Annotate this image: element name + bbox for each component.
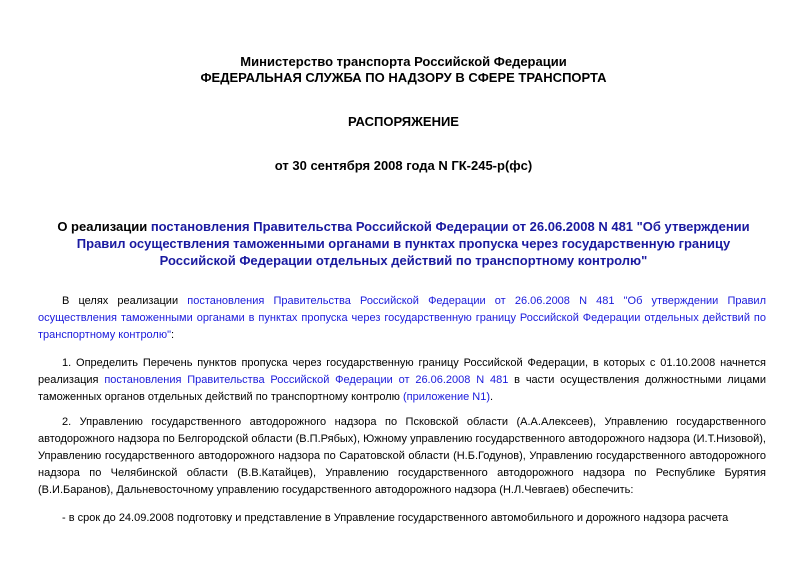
service-heading: ФЕДЕРАЛЬНАЯ СЛУЖБА ПО НАДЗОРУ В СФЕРЕ ТРАНСПОРТА bbox=[200, 70, 607, 85]
item-1-prefix: 1. Определить Перечень пунктов пропуска через государственную границу Российской Федерации, в которых с 01.10.2008 начнется реализация bbox=[38, 357, 766, 386]
title-resolution-link[interactable]: постановления Правительства Российской Федерации от 26.06.2008 N 481 "Об утверждении Правил осуществления таможенными органами в пунктах пропуска через государственную границу Российской Федерации отдельных действий по транспортному контролю" bbox=[76, 219, 750, 268]
intro-paragraph bbox=[38, 293, 766, 344]
intro-prefix: В целях реализации bbox=[62, 295, 188, 307]
item-2-paragraph: 2. Управлению государственного автодорожного надзора по Псковской области (А.А.Алексеев), Управлению государственного автодорожного надзора по Белгородской области (В.П.Рябых), Южному управлению государственного автодорожного надзора (И.Т.Низовой), Управлению государственного автодорожного надзора по Саратовской области (Н.Б.Годунов), Управлению государственного автодорожного надзора по Челябинской области (В.В.Катайцев), Управлению государственного автодорожного надзора по Республике Бурятия (В.И.Баранов), Дальневосточному управлению государственного автодорожного надзора (Н.Л.Чевгаев) обеспечить: bbox=[38, 416, 766, 496]
document-date-heading: от 30 сентября 2008 года N ГК-245-р(фс) bbox=[274, 158, 533, 173]
title-prefix: О реализации bbox=[57, 219, 151, 234]
item-3-paragraph: - в срок до 24.09.2008 подготовку и представление в Управление государственного автомобильного и дорожного надзора расчета bbox=[62, 512, 729, 524]
appendix-1-link[interactable]: (приложение N1) bbox=[403, 391, 491, 403]
document-type-heading: РАСПОРЯЖЕНИЕ bbox=[348, 114, 459, 129]
item-1-middle: в части осуществления должностными лицами таможенных органов отдельных действий по транспортному контролю bbox=[38, 374, 766, 403]
intro-resolution-link[interactable]: постановления Правительства Российской Федерации от 26.06.2008 N 481 "Об утверждении Правил осуществления таможенными органами в пунктах пропуска через государственную границу Российской Федерации отдельных действий по транспортному контролю" bbox=[38, 295, 766, 341]
intro-suffix: : bbox=[171, 329, 175, 341]
ministry-heading: Министерство транспорта Российской Федерации bbox=[240, 54, 567, 69]
item-1-paragraph bbox=[38, 355, 766, 406]
document-title bbox=[40, 218, 767, 269]
item-1-suffix: . bbox=[490, 391, 494, 403]
item-1-resolution-link[interactable]: постановления Правительства Российской Федерации от 26.06.2008 N 481 bbox=[104, 374, 509, 386]
